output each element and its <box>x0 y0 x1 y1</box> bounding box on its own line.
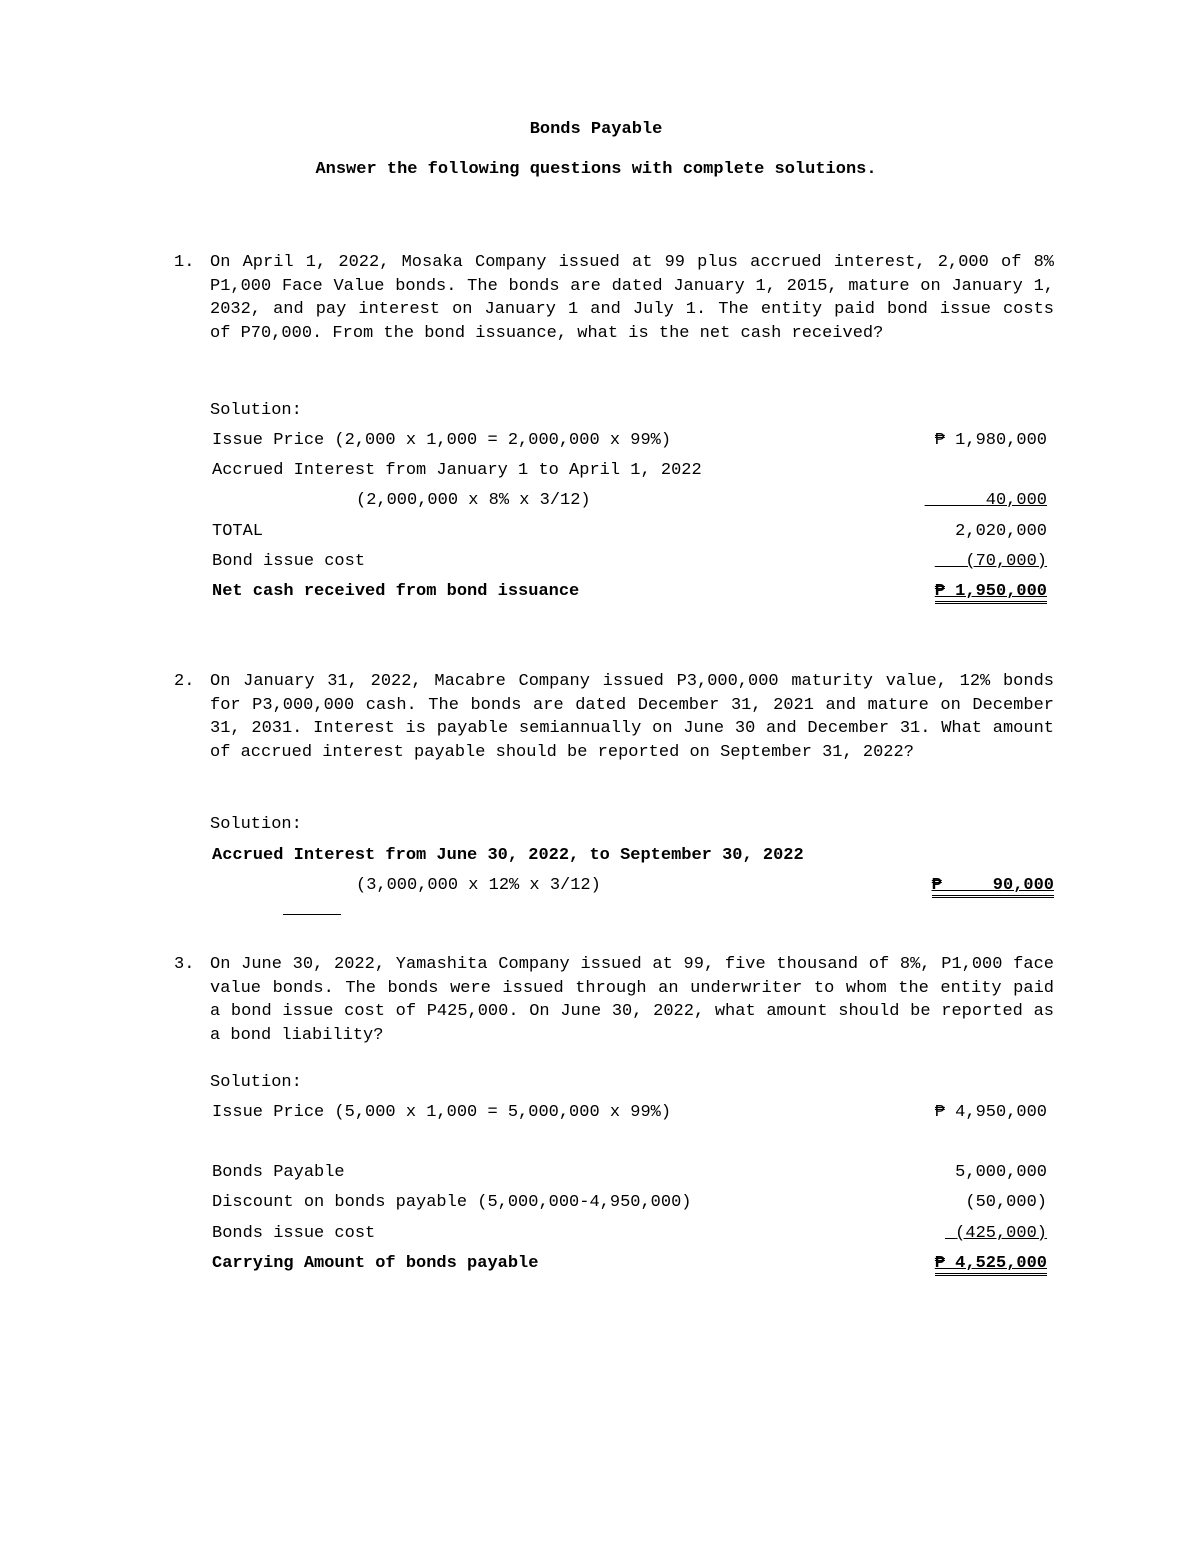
solution-row-amount: 5,000,000 <box>955 1163 1047 1182</box>
solution-row-amount: 40,000 <box>985 491 1047 510</box>
solution-row-label: Bonds issue cost <box>212 1224 376 1243</box>
solution-row-label: Bonds Payable <box>212 1163 345 1182</box>
solution-row-amount: ₱ 1,980,000 <box>934 431 1047 450</box>
solution-label: Solution: <box>210 1073 302 1092</box>
solution-total-label: Net cash received from bond issuance <box>212 582 580 601</box>
question-number: 3. <box>174 955 195 974</box>
question-number: 1. <box>174 253 195 272</box>
solution-row-label: TOTAL <box>212 522 264 541</box>
solution-row-label: Accrued Interest from January 1 to April 1, 2022 <box>212 461 702 480</box>
solution-total-label: Carrying Amount of bonds payable <box>212 1254 539 1273</box>
solution-total-amount: ₱ 90,000 <box>932 876 1054 895</box>
question-text: On January 31, 2022, Macabre Company issued P3,000,000 maturity value, 12% bonds for P3,000,000 cash. The bonds are dated December 31, 2021 and mature on December 31, 2031. Interest is payable semiannually on June 30 and December 31. What amount of accrued interest payable should be reported on September 31, 2022? <box>210 672 1054 762</box>
solution-row-amount: (425,000) <box>955 1224 1047 1243</box>
stray-underline <box>283 914 341 915</box>
solution-row-label: (2,000,000 x 8% x 3/12) <box>356 491 591 510</box>
solution-row-label: Issue Price (5,000 x 1,000 = 5,000,000 x 99%) <box>212 1103 672 1122</box>
solution-total-amount: ₱ 4,525,000 <box>935 1254 1047 1273</box>
solution-row-amount: (50,000) <box>965 1193 1047 1212</box>
solution-row-label: Discount on bonds payable (5,000,000-4,950,000) <box>212 1193 692 1212</box>
solution-row-amount: (70,000) <box>965 552 1047 571</box>
solution-row-label: Bond issue cost <box>212 552 366 571</box>
page-title: Bonds Payable <box>529 120 663 139</box>
solution-row-label: Issue Price (2,000 x 1,000 = 2,000,000 x 99%) <box>212 431 672 450</box>
question-number: 2. <box>174 672 195 691</box>
solution-row-amount: 2,020,000 <box>955 522 1047 541</box>
solution-label: Solution: <box>210 401 302 420</box>
solution-label: Solution: <box>210 815 302 834</box>
solution-row-label: (3,000,000 x 12% x 3/12) <box>356 876 601 895</box>
solution-total-amount: ₱ 1,950,000 <box>935 582 1047 601</box>
question-text: On June 30, 2022, Yamashita Company issued at 99, five thousand of 8%, P1,000 face value bonds. The bonds were issued through an underwriter to whom the entity paid a bond issue cost of P425,000. On June 30, 2022, what amount should be reported as a bond liability? <box>210 955 1054 1045</box>
solution-row-label: Accrued Interest from June 30, 2022, to September 30, 2022 <box>212 846 804 865</box>
solution-row-amount: ₱ 4,950,000 <box>934 1103 1047 1122</box>
question-text: On April 1, 2022, Mosaka Company issued at 99 plus accrued interest, 2,000 of 8% P1,000 Face Value bonds. The bonds are dated January 1, 2015, mature on January 1, 2032, and pay interest on January 1 and July 1. The entity paid bond issue costs of P70,000. From the bond issuance, what is the net cash received? <box>210 253 1054 343</box>
page-subtitle: Answer the following questions with complete solutions. <box>315 160 877 179</box>
